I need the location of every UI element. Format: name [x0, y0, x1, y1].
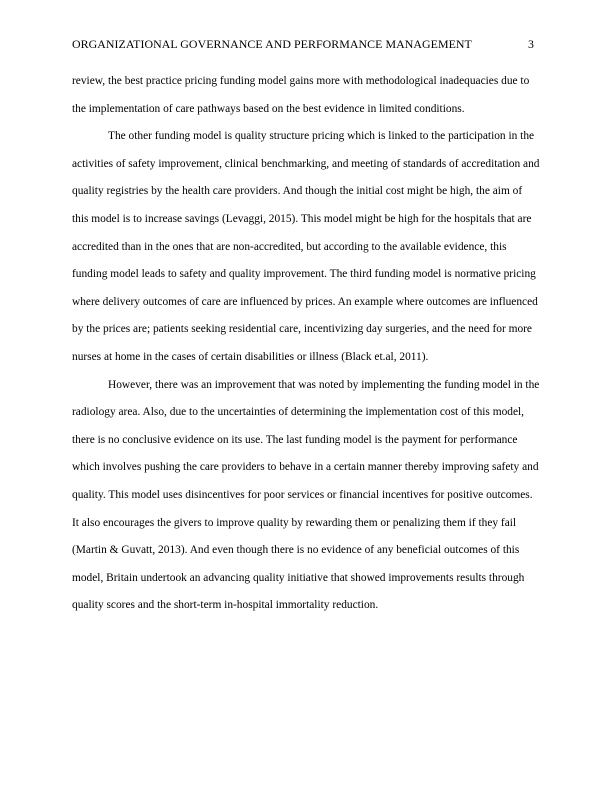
paragraph-continuation: review, the best practice pricing funding model gains more with methodological inadequacies due to the implementation of care pathways based on the best evidence in limited conditions.: [72, 75, 530, 115]
page-number: 3: [528, 37, 534, 51]
running-header-title: ORGANIZATIONAL GOVERNANCE AND PERFORMANCE MANAGEMENT: [72, 37, 472, 51]
paragraph-payment-for-performance: However, there was an improvement that was noted by implementing the funding model in the radiology area. Also, due to the uncertainties of determining the implementation cost of this model, there is no conclusive evidence on its use. The last funding model is the payment for performance which involves pushing the care providers to behave in a certain manner thereby improving safety and quality. This model uses disincentives for poor services or financial incentives for positive outcomes. It also encourages the givers to improve quality by rewarding them or penalizing them if they fail (Martin & Guvatt, 2013). And even though there is no evidence of any beneficial outcomes of this model, Britain undertook an advancing quality initiative that showed improvements results through quality scores and the short-term in-hospital immortality reduction.: [72, 378, 540, 612]
running-header: [72, 36, 540, 52]
body-text: [72, 68, 540, 620]
paragraph-quality-structure-pricing: The other funding model is quality structure pricing which is linked to the participation in the activities of safety improvement, clinical benchmarking, and meeting of standards of accreditation and quality registries by the health care providers. And though the initial cost might be high, the aim of this model is to increase savings (Levaggi, 2015). This model might be high for the hospitals that are accredited than in the ones that are non-accredited, but according to the available evidence, this funding model leads to safety and quality improvement. The third funding model is normative pricing where delivery outcomes of care are influenced by prices. An example where outcomes are influenced by the prices are; patients seeking residential care, incentivizing day surgeries, and the need for more nurses at home in the cases of certain disabilities or illness (Black et.al, 2011).: [72, 130, 540, 363]
